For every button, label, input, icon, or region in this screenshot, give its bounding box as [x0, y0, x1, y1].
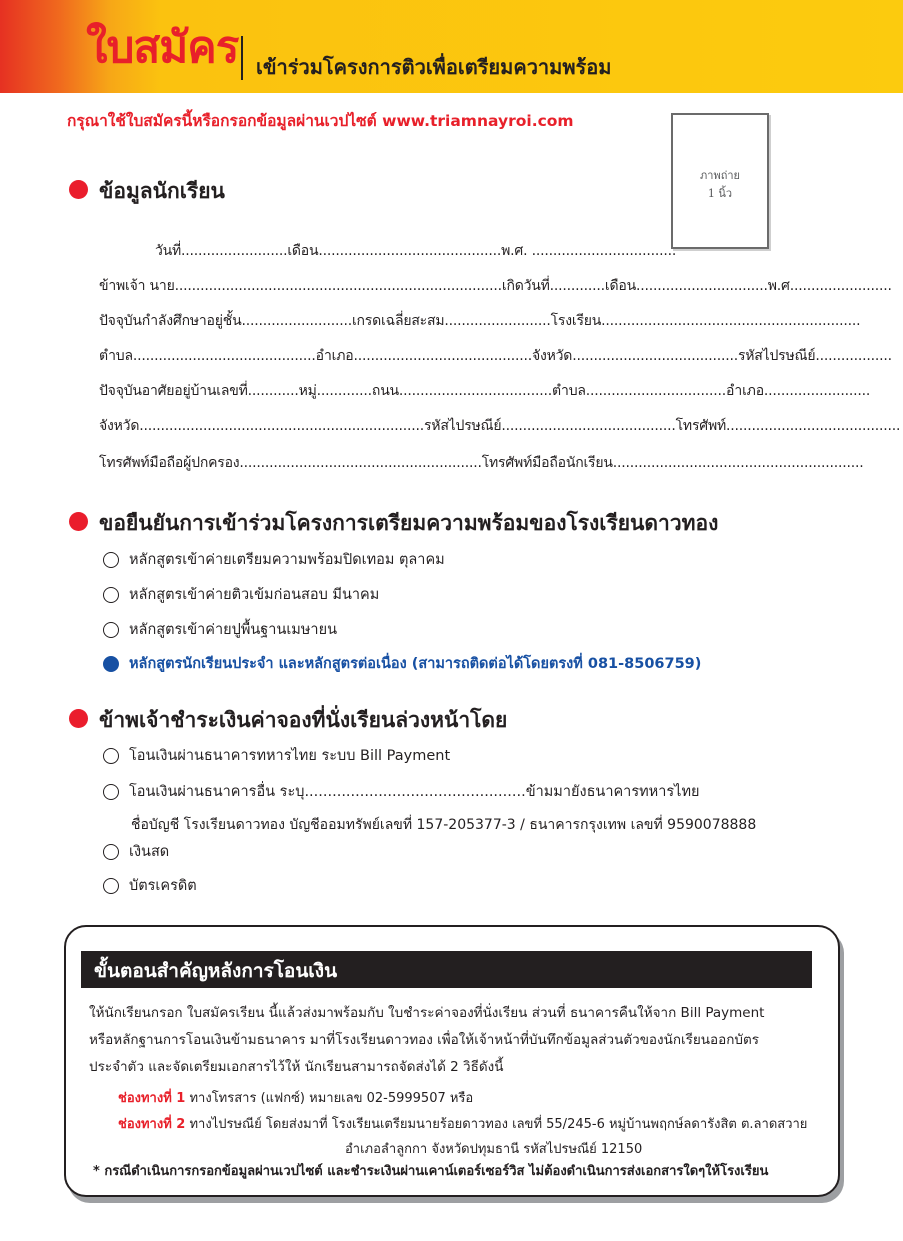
radio-button[interactable]: [103, 784, 119, 800]
field-grade-school[interactable]: ปัจจุบันกำลังศึกษาอยู่ชั้น..........................เกรดเฉลี่ยสะสม.........................โรงเรียน.............................................................: [99, 313, 861, 329]
section-bullet-payment: [69, 709, 88, 728]
panel-title: ขั้นตอนสำคัญหลังการโอนเงิน: [94, 960, 338, 982]
radio-button[interactable]: [103, 844, 119, 860]
channel-1-label: ช่องทางที่ 1: [118, 1091, 186, 1106]
section-bullet-student-info: [69, 180, 88, 199]
section-title-payment: ข้าพเจ้าชำระเงินค่าจองที่นั่งเรียนล่วงหน้าโดย: [99, 708, 508, 732]
channel-2-text: ทางไปรษณีย์ โดยส่งมาที่ โรงเรียนเตรียมนายร้อยดาวทอง เลขที่ 55/245-6 หมู่บ้านพฤกษ์ลดารังสิต ต.ลาดสวาย: [185, 1117, 808, 1132]
course-option-label: หลักสูตรเข้าค่ายติวเข้มก่อนสอบ มีนาคม: [129, 587, 380, 603]
radio-button[interactable]: [103, 878, 119, 894]
payment-option-label: เงินสด: [129, 844, 170, 860]
form-title: ใบสมัคร: [86, 22, 239, 73]
channel-1: [118, 1087, 473, 1108]
radio-button[interactable]: [103, 552, 119, 568]
channel-1-text: ทางโทรสาร (แฟกซ์) หมายเลข 02-5999507 หรือ: [185, 1091, 474, 1106]
panel-paragraph-line: หรือหลักฐานการโอนเงินข้ามธนาคาร มาที่โรงเรียนดาวทอง เพื่อให้เจ้าหน้าที่บันทึกข้อมูลส่วนตัวของนักเรียนออกบัตร: [89, 1032, 760, 1048]
field-subdistrict-district[interactable]: ตำบล...........................................อำเภอ..........................................จังหวัด.......................................รหัสไปรษณีย์..................: [99, 348, 892, 364]
course-option-label: หลักสูตรเข้าค่ายเตรียมความพร้อมปิดเทอม ตุลาคม: [129, 552, 445, 568]
field-name-birthdate[interactable]: ข้าพเจ้า นาย.............................................................................เกิดวันที่.............เดือน...............................พ.ศ........................: [99, 278, 892, 294]
payment-option-label: โอนเงินผ่านธนาคารอื่น ระบุ................................................ข้ามมายังธนาคารทหารไทย: [129, 784, 700, 800]
channel-2-label: ช่องทางที่ 2: [118, 1117, 186, 1132]
payment-option-label: บัตรเครดิต: [129, 878, 197, 894]
panel-paragraph-line: ประจำตัว และจัดเตรียมเอกสารไว้ให้ นักเรียนสามารถจัดส่งได้ 2 วิธีดังนี้: [89, 1059, 504, 1075]
date-field-line[interactable]: วันที่.........................เดือน...........................................พ.ศ. ..................................: [155, 243, 677, 259]
intro-text: กรุณาใช้ใบสมัครนี้หรือกรอกข้อมูลผ่านเวปไซต์ www.triamnayroi.com: [67, 112, 574, 130]
radio-button[interactable]: [103, 748, 119, 764]
channel-2: [118, 1113, 807, 1134]
radio-button[interactable]: [103, 587, 119, 603]
form-subtitle: เข้าร่วมโครงการติวเพื่อเตรียมความพร้อม: [256, 55, 612, 79]
section-title-courses: ขอยืนยันการเข้าร่วมโครงการเตรียมความพร้อมของโรงเรียนดาวทอง: [99, 511, 719, 535]
title-divider: [241, 36, 243, 80]
photo-box-label: ภาพถ่าย 1 นิ้ว: [700, 169, 740, 200]
field-address[interactable]: ปัจจุบันอาศัยอยู่บ้านเลขที่............หมู่.............ถนน....................................ตำบล.................................อำเภอ.........................: [99, 383, 871, 399]
panel-paragraph-line: ให้นักเรียนกรอก ใบสมัครเรียน นี้แล้วส่งมาพร้อมกับ ใบชำระค่าจองที่นั่งเรียน ส่วนที่ ธนาคารคืนให้จาก Bill Payment: [89, 1005, 765, 1021]
photo-box: [671, 113, 769, 249]
payment-option-label: โอนเงินผ่านธนาคารทหารไทย ระบบ Bill Payment: [129, 748, 451, 764]
radio-button-selected[interactable]: [103, 656, 119, 672]
channel-2-address-line: อำเภอลำลูกกา จังหวัดปทุมธานี รหัสไปรษณีย์ 12150: [345, 1142, 643, 1157]
header-banner: [0, 0, 903, 93]
field-mobile-numbers[interactable]: โทรศัพท์มือถือผู้ปกครอง.........................................................โทรศัพท์มือถือนักเรียน...........................................................: [99, 455, 864, 471]
panel-header: [81, 951, 812, 988]
course-option-label: หลักสูตรนักเรียนประจำ และหลักสูตรต่อเนื่อง (สามารถติดต่อได้โดยตรงที่ 081-8506759): [129, 656, 702, 672]
section-bullet-courses: [69, 512, 88, 531]
footnote: * กรณีดำเนินการกรอกข้อมูลผ่านเวปไซต์ และชำระเงินผ่านเคาน์เตอร์เซอร์วิส ไม่ต้องดำเนินการส่งเอกสารใดๆให้โรงเรียน: [93, 1164, 769, 1179]
course-option-label: หลักสูตรเข้าค่ายปูพื้นฐานเมษายน: [129, 622, 337, 638]
radio-button[interactable]: [103, 622, 119, 638]
field-province-phone[interactable]: จังหวัด...................................................................รหัสไปรษณีย์.........................................โทรศัพท์.........................................: [99, 418, 901, 434]
account-info: ชื่อบัญชี โรงเรียนดาวทอง บัญชีออมทรัพย์เลขที่ 157-205377-3 / ธนาคารกรุงเทพ เลขที่ 9590078888: [131, 817, 757, 833]
section-title-student-info: ข้อมูลนักเรียน: [99, 179, 225, 203]
